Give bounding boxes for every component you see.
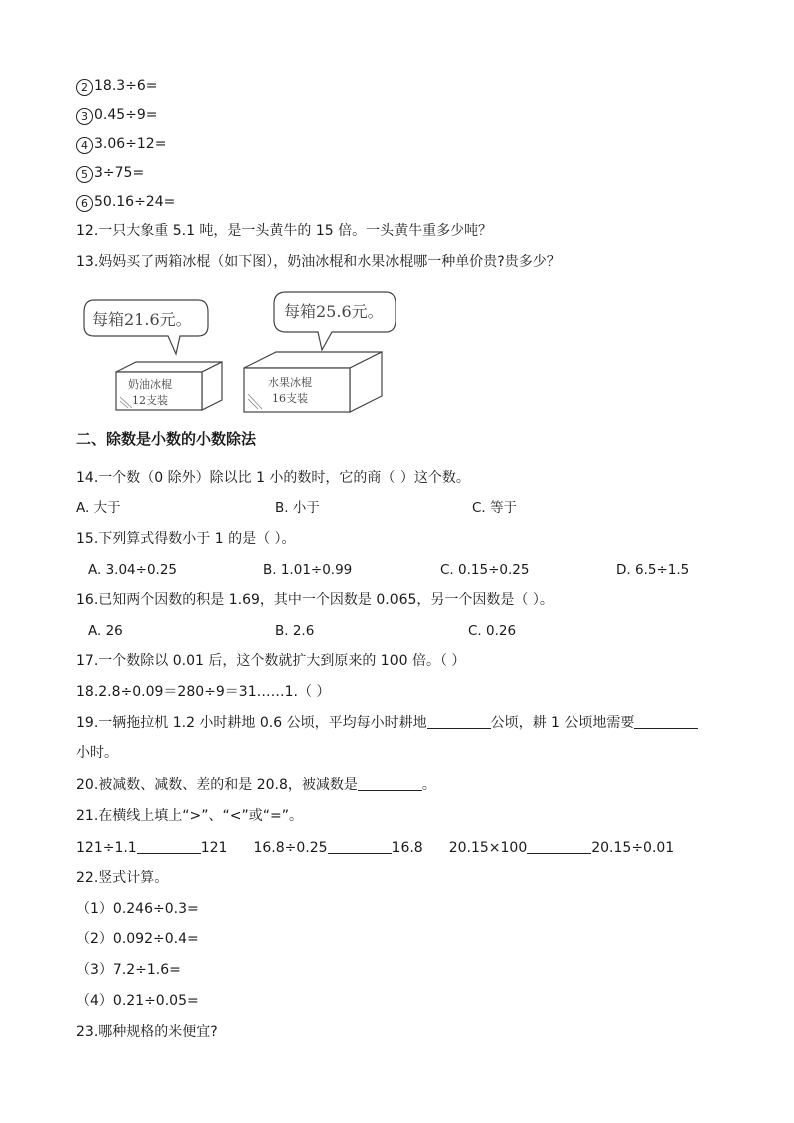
option-a: A. 3.04÷0.25 [88,562,178,578]
list-item: 6 50.16÷24= [76,192,175,212]
option-b: B. 1.01÷0.99 [263,562,353,578]
box-left-name: 奶油冰棍 [128,378,172,391]
option-c: C. 等于 [472,500,518,516]
question-14: 14.一个数（0 除外）除以比 1 小的数时，它的商（ ）这个数。 [76,470,470,486]
question-22: 22.竖式计算。 [76,870,169,886]
circled-number: 6 [76,195,93,212]
box-left-count: 12支装 [132,394,168,407]
list-item: 5 3÷75= [76,163,144,183]
bubble-right-text: 每箱25.6元。 [284,302,384,321]
list-item: 3 0.45÷9= [76,105,158,125]
question-12: 12.一只大象重 5.1 吨，是一头黄牛的 15 倍。一头黄牛重多少吨？ [76,223,493,239]
box-right-count: 16支装 [272,392,308,405]
circled-number: 5 [76,166,93,183]
option-b: B. 小于 [275,500,320,516]
answer-blank [527,838,591,854]
question-20: 20.被减数、减数、差的和是 20.8，被减数是 。 [76,777,436,793]
question-17: 17.一个数除以 0.01 后，这个数就扩大到原来的 100 倍。（ ） [76,653,466,669]
option-c: C. 0.15÷0.25 [440,562,530,578]
answer-blank [328,838,392,854]
calc-item: （4）0.21÷0.05= [76,993,199,1009]
list-item: 2 18.3÷6= [76,76,158,96]
list-item: 4 3.06÷12= [76,134,166,154]
box-fruit-icecream [244,352,382,412]
question-23: 23.哪种规格的米便宜? [76,1024,218,1040]
question-21: 21.在横线上填上“>”、“<”或“=”。 [76,808,303,824]
speech-bubble-right [274,292,396,350]
comparison-row: 121÷1.1 121 16.8÷0.25 16.8 20.15×100 20.15÷0.01 [76,840,675,856]
speech-bubble-left [84,300,208,354]
calc-item: （1）0.246÷0.3= [76,901,199,917]
option-a: A. 26 [88,623,123,639]
question-13: 13.妈妈买了两箱冰棍（如下图），奶油冰棍和水果冰棍哪一种单价贵?贵多少？ [76,254,561,270]
circled-number: 2 [76,79,93,96]
answer-blank [137,838,201,854]
calc-item: （2）0.092÷0.4= [76,931,199,947]
ice-cream-boxes-figure [76,288,396,416]
question-19: 19.一辆拖拉机 1.2 小时耕地 0.6 公顷，平均每小时耕地 公顷，耕 1 公顷地需要 [76,713,698,733]
answer-blank [634,713,698,729]
box-cream-icecream [116,362,222,410]
option-d: D. 6.5÷1.5 [616,562,690,578]
calc-item: （3）7.2÷1.6= [76,962,181,978]
question-18: 18.2.8÷0.09＝280÷9＝31……1.（ ） [76,684,331,700]
option-a: A. 大于 [76,500,121,516]
answer-blank [427,713,491,729]
option-c: C. 0.26 [468,623,517,639]
answer-blank [358,775,422,791]
box-right-name: 水果冰棍 [268,376,312,389]
question-16: 16.已知两个因数的积是 1.69，其中一个因数是 0.065，另一个因数是（ ）。 [76,592,554,608]
question-15: 15.下列算式得数小于 1 的是（ ）。 [76,531,296,547]
question-19-continued: 小时。 [76,745,118,761]
section-heading: 二、除数是小数的小数除法 [76,430,257,448]
circled-number: 4 [76,137,93,154]
circled-number: 3 [76,108,93,125]
option-b: B. 2.6 [275,623,315,639]
bubble-left-text: 每箱21.6元。 [92,310,192,329]
